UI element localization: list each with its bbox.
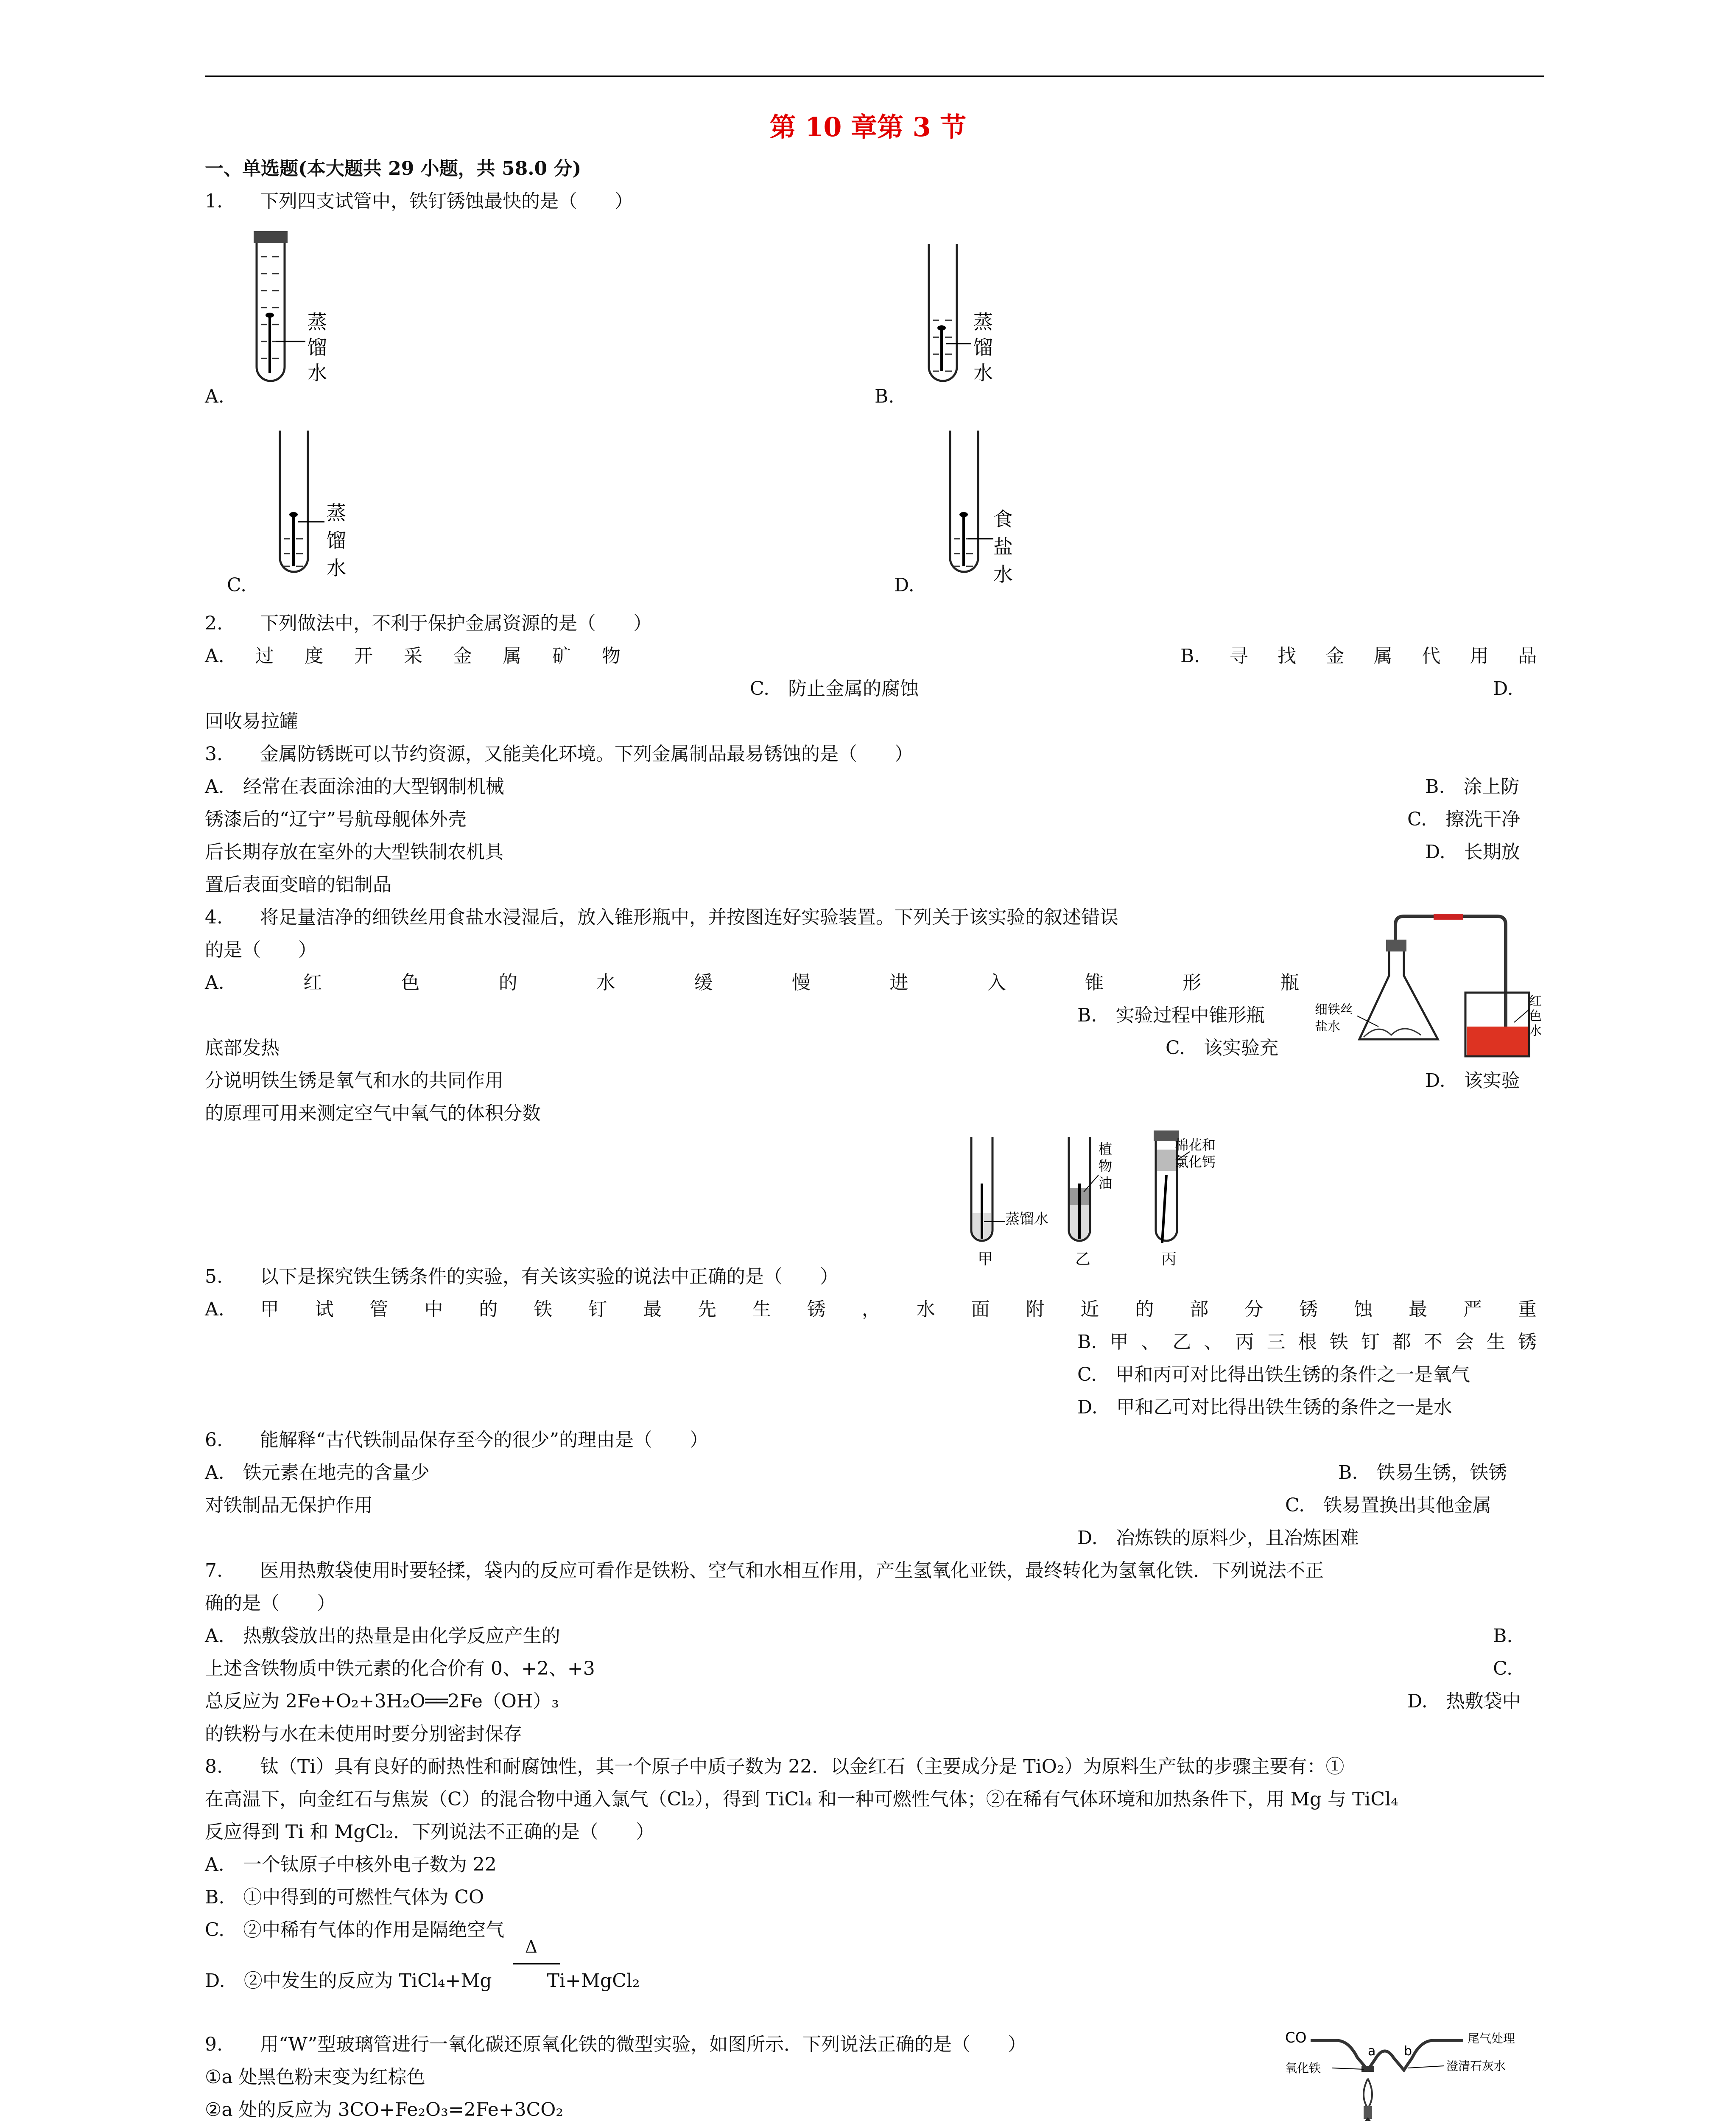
q5-stem: 5. 以下是探究铁生锈条件的实验，有关该实验的说法中正确的是（ ）	[205, 1266, 839, 1287]
q5-fig-oil-2: 物	[1099, 1158, 1113, 1174]
q6-option-d: D. 冶炼铁的原料少，且冶炼困难	[1077, 1527, 1359, 1549]
q1-d-label-2: 盐	[993, 535, 1013, 558]
q5-fig-cotton-1: 棉花和	[1175, 1137, 1216, 1153]
q3-option-b-cont: 锈漆后的“辽宁”号航母舰体外壳	[205, 809, 467, 830]
page-title: 第 10 章第 3 节	[769, 112, 967, 143]
header-rule	[205, 76, 1544, 77]
q4-fig-label-5: 水	[1529, 1024, 1542, 1038]
q1-a-label-2: 馏	[308, 336, 327, 359]
q3-option-c-cont: 后长期存放在室外的大型铁制农机具	[205, 841, 503, 863]
q5-fig-bing: 丙	[1161, 1251, 1177, 1268]
q2-option-b: B. 寻 找 金 属 代 用 品	[1180, 645, 1537, 667]
q8-option-b: B. ①中得到的可燃性气体为 CO	[205, 1886, 484, 1908]
q9-fig-oxide: 氧化铁	[1285, 2061, 1321, 2075]
q4-option-b: B. 实验过程中锥形瓶	[1077, 1005, 1265, 1026]
q1-b-label-3: 水	[973, 361, 993, 384]
q9-fig-b: b	[1404, 2044, 1412, 2059]
q9-fig-co: CO	[1285, 2029, 1307, 2046]
q4-option-d-cont: 的原理可用来测定空气中氧气的体积分数	[205, 1102, 541, 1124]
q4-stem: 4. 将足量洁净的细铁丝用食盐水浸湿后，放入锥形瓶中，并按图连好实验装置。下列关于该实验的叙述错误	[205, 907, 1118, 928]
q3-option-a: A. 经常在表面涂油的大型钢制机械	[205, 776, 504, 797]
q5-option-d: D. 甲和乙可对比得出铁生锈的条件之一是水	[1077, 1396, 1452, 1418]
q5-fig-jia: 甲	[978, 1251, 993, 1268]
q1-figure-b	[925, 244, 1026, 401]
q1-figure-d	[946, 431, 1048, 592]
q1-b-label-1: 蒸	[973, 311, 993, 333]
q3-option-b: B. 涂上防	[1425, 776, 1520, 797]
q4-apparatus-figure	[1315, 899, 1544, 1069]
q9-statement-2: ②a 处的反应为 3CO+Fe₂O₃=2Fe+3CO₂	[205, 2099, 564, 2121]
q2-option-c: C. 防止金属的腐蚀	[750, 678, 919, 700]
q4-fig-label-1: 细铁丝	[1315, 1002, 1353, 1017]
q5-option-c: C. 甲和丙可对比得出铁生锈的条件之一是氧气	[1077, 1364, 1470, 1385]
q4-option-d: D. 该实验	[1425, 1070, 1520, 1091]
q5-fig-oil-3: 油	[1099, 1175, 1113, 1191]
q7-option-d: D. 热敷袋中	[1407, 1690, 1521, 1712]
q2-stem: 2. 下列做法中，不利于保护金属资源的是（ ）	[205, 613, 652, 634]
q7-option-c-cont: 总反应为 2Fe+O₂+3H₂O══2Fe（OH）₃	[205, 1690, 559, 1712]
q3-option-d-cont: 置后表面变暗的铝制品	[205, 874, 391, 895]
q4-fig-label-4: 色	[1529, 1009, 1542, 1024]
q1-c-label-2: 馏	[327, 529, 346, 552]
q8-stem-line-2: 在高温下，向金红石与焦炭（C）的混合物中通入氯气（Cl₂），得到 TiCl₄ 和一种可燃性气体；②在稀有气体环境和加热条件下，用 Mg 与 TiCl₄	[205, 1788, 1398, 1810]
q5-fig-water: 蒸馏水	[1005, 1211, 1048, 1228]
q1-a-label-3: 水	[308, 361, 327, 384]
q1-option-b: B.	[875, 386, 895, 407]
q9-fig-lime: 澄清石灰水	[1446, 2059, 1506, 2073]
q7-option-a: A. 热敷袋放出的热量是由化学反应产生的	[205, 1625, 560, 1647]
q7-option-c: C.	[1493, 1658, 1513, 1679]
q4-option-c-cont: 分说明铁生锈是氧气和水的共同作用	[205, 1070, 503, 1091]
q1-d-label-1: 食	[993, 508, 1013, 531]
q1-a-label-1: 蒸	[308, 311, 327, 333]
q1-figure-c	[271, 431, 373, 592]
q5-fig-oil-1: 植	[1099, 1141, 1113, 1157]
q5-tubes-figure	[954, 1128, 1217, 1277]
q3-stem: 3. 金属防锈既可以节约资源，又能美化环境。下列金属制品最易锈蚀的是（ ）	[205, 743, 913, 765]
q6-option-b: B. 铁易生锈，铁锈	[1338, 1462, 1507, 1483]
q3-option-d: D. 长期放	[1425, 841, 1520, 863]
q1-c-label-1: 蒸	[327, 501, 346, 524]
q5-fig-cotton-2: 氯化钙	[1175, 1154, 1216, 1170]
q4-option-b-cont: 底部发热	[205, 1037, 280, 1059]
q4-option-a: A. 红 色 的 水 缓 慢 进 入 锥 形 瓶	[205, 972, 1299, 993]
q9-stem: 9. 用“W”型玻璃管进行一氧化碳还原氧化铁的微型实验，如图所示．下列说法正确的是（ ）	[205, 2034, 1027, 2055]
q5-fig-yi: 乙	[1075, 1251, 1091, 1268]
q6-option-b-cont: 对铁制品无保护作用	[205, 1494, 373, 1516]
section-heading: 一、单选题(本大题共 29 小题，共 58.0 分)	[205, 158, 581, 179]
q8-reaction-arrow	[513, 1963, 560, 1964]
q1-figure-a	[246, 231, 348, 401]
q8-option-a: A. 一个钛原子中核外电子数为 22	[205, 1854, 497, 1875]
q1-stem: 1. 下列四支试管中，铁钉锈蚀最快的是（ ）	[205, 190, 633, 212]
q7-option-b: B.	[1493, 1625, 1513, 1647]
q2-option-a: A. 过 度 开 采 金 属 矿 物	[205, 645, 621, 667]
q5-option-a: A. 甲 试 管 中 的 铁 钉 最 先 生 锈 ， 水 面 附 近 的 部 分 锈 蚀 最 严 重	[205, 1298, 1537, 1320]
q1-d-label-3: 水	[993, 563, 1013, 586]
q4-stem-cont: 的是（ ）	[205, 939, 317, 961]
q6-stem: 6. 能解释“古代铁制品保存至今的很少”的理由是（ ）	[205, 1429, 708, 1451]
q8-stem-line-3: 反应得到 Ti 和 MgCl₂．下列说法不正确的是（ ）	[205, 1821, 654, 1843]
q2-option-d: D.	[1493, 678, 1513, 700]
q1-option-d: D.	[894, 574, 914, 596]
q9-statement-1: ①a 处黑色粉末变为红棕色	[205, 2066, 425, 2088]
q4-fig-label-2: 盐水	[1315, 1019, 1340, 1034]
q1-option-a: A.	[205, 386, 224, 407]
q6-option-c: C. 铁易置换出其他金属	[1285, 1494, 1492, 1516]
q9-fig-a: a	[1368, 2044, 1376, 2059]
q4-fig-label-3: 红	[1529, 994, 1542, 1009]
q8-delta-symbol: Δ	[525, 1937, 537, 1957]
q1-option-c: C.	[227, 574, 247, 596]
q8-option-d: D. ②中发生的反应为 TiCl₄+Mg Ti+MgCl₂	[205, 1970, 640, 1992]
q1-b-label-2: 馏	[973, 336, 993, 359]
q9-fig-tail: 尾气处理	[1468, 2031, 1515, 2045]
q7-option-d-cont: 的铁粉与水在未使用时要分别密封保存	[205, 1723, 522, 1745]
q8-option-c: C. ②中稀有气体的作用是隔绝空气	[205, 1919, 505, 1941]
q2-option-d-cont: 回收易拉罐	[205, 711, 298, 732]
q4-option-c: C. 该实验充	[1166, 1037, 1279, 1059]
q6-option-a: A. 铁元素在地壳的含量少	[205, 1462, 430, 1483]
q7-option-b-cont: 上述含铁物质中铁元素的化合价有 0、+2、+3	[205, 1658, 595, 1679]
q9-w-tube-figure	[1285, 2023, 1548, 2121]
q3-option-c: C. 擦洗干净	[1407, 809, 1521, 830]
q1-c-label-3: 水	[327, 557, 346, 579]
q7-stem: 7. 医用热敷袋使用时要轻揉，袋内的反应可看作是铁粉、空气和水相互作用，产生氢氧化亚铁，最终转化为氢氧化铁．下列说法不正	[205, 1560, 1324, 1581]
q8-stem-line-1: 8. 钛（Ti）具有良好的耐热性和耐腐蚀性，其一个原子中质子数为 22．以金红石（主要成分是 TiO₂）为原料生产钛的步骤主要有：①	[205, 1756, 1345, 1777]
q7-stem-cont: 确的是（ ）	[205, 1592, 335, 1614]
q5-option-b: B. 甲 、 乙 、 丙 三 根 铁 钉 都 不 会 生 锈	[1077, 1331, 1537, 1353]
